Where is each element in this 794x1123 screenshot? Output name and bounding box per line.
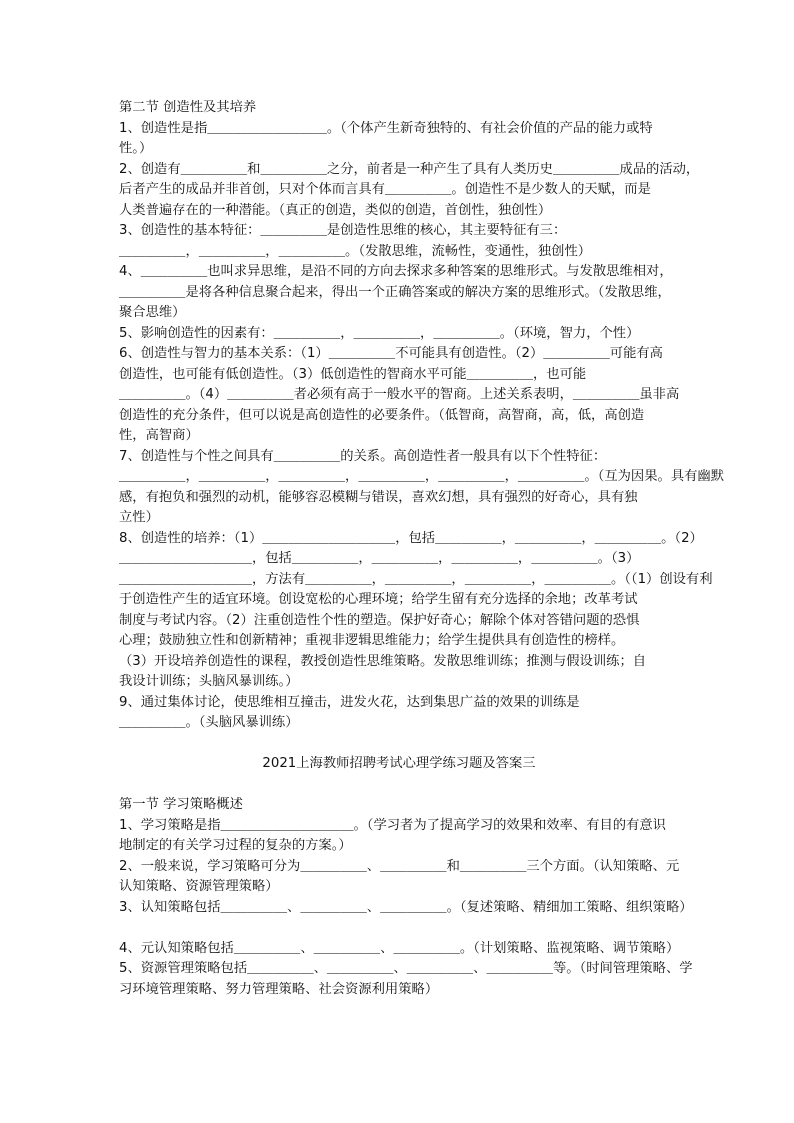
section-learning-strategy: [119, 795, 693, 1000]
question-line: 习环境管理策略、努力管理策略、社会资源利用策略）: [119, 981, 439, 997]
section-creativity: [119, 98, 725, 734]
question-line: ＿＿＿＿＿＿＿＿＿＿，方法有＿＿＿＿＿，＿＿＿＿＿，＿＿＿＿＿，＿＿＿＿＿。（（1）创设有利: [119, 571, 713, 587]
question-line: 3、创造性的基本特征：＿＿＿＿＿是创造性思维的核心，其主要特征有三：: [119, 223, 567, 238]
question-line: 人类普遍存在的一种潜能。（真正的创造，类似的创造，首创性，独创性）: [119, 202, 552, 218]
question-line: 于创造性产生的适宜环境。创设宽松的心理环境；给学生留有充分选择的余地；改革考试: [119, 592, 638, 607]
question-line: 性，高智商）: [119, 428, 199, 443]
question-line: （3）开设培养创造性的课程，教授创造性思维策略。发散思维训练；推测与假设训练；自: [119, 653, 647, 669]
question-line: 我设计训练；头脑风暴训练。）: [119, 674, 299, 689]
question-line: 创造性的充分条件，但可以说是高创造性的必要条件。（低智商，高智商，高，低，高创造: [119, 407, 645, 423]
question-line: ＿＿＿＿＿，＿＿＿＿＿，＿＿＿＿＿。（发散思维，流畅性，变通性，独创性）: [119, 243, 592, 259]
question-line: 2、一般来说，学习策略可分为＿＿＿＿＿、＿＿＿＿＿和＿＿＿＿＿三个方面。（认知策略、元: [119, 858, 680, 874]
document-heading: 2021上海教师招聘考试心理学练习题及答案三: [262, 756, 536, 771]
question-line: 立性）: [119, 510, 159, 525]
question-line: 5、资源管理策略包括＿＿＿＿＿、＿＿＿＿＿、＿＿＿＿＿、＿＿＿＿＿等。（时间管理策略、学: [119, 961, 693, 976]
question-line: 认知策略、资源管理策略）: [119, 879, 279, 894]
question-line: 心理；鼓励独立性和创新精神；重视非逻辑思维能力；给学生提供具有创造性的榜样。: [119, 633, 625, 648]
question-line: 5、影响创造性的因素有：＿＿＿＿＿，＿＿＿＿＿，＿＿＿＿＿。（环境，智力，个性）: [119, 325, 640, 341]
question-line: ＿＿＿＿＿。（头脑风暴训练）: [119, 715, 299, 730]
question-line: 聚合思维）: [119, 305, 186, 320]
question-line: 2、创造有＿＿＿＿＿和＿＿＿＿＿之分，前者是一种产生了具有人类历史＿＿＿＿＿成品的活动，: [119, 161, 700, 177]
question-line: 4、＿＿＿＿＿也叫求异思维，是沿不同的方向去探求多种答案的思维形式。与发散思维相对，: [119, 264, 673, 279]
question-line: 感，有抱负和强烈的动机，能够容忍模糊与错误，喜欢幻想，具有强烈的好奇心，具有独: [119, 489, 638, 505]
section-title: 第一节 学习策略概述: [119, 797, 243, 812]
question-line: 性。）: [119, 141, 153, 156]
question-line: 9、通过集体讨论，使思维相互撞击，进发火花，达到集思广益的效果的训练是: [119, 694, 580, 710]
question-line: 地制定的有关学习过程的复杂的方案。）: [119, 838, 352, 853]
question-line: 创造性，也可能有低创造性。（3）低创造性的智商水平可能＿＿＿＿＿，也可能: [119, 366, 587, 382]
spacer: [119, 734, 679, 755]
question-line: ＿＿＿＿＿＿＿＿＿＿，包括＿＿＿＿＿，＿＿＿＿＿，＿＿＿＿＿，＿＿＿＿＿。（3）: [119, 551, 640, 566]
question-line: 3、认知策略包括＿＿＿＿＿、＿＿＿＿＿、＿＿＿＿＿。（复述策略、精细加工策略、组织策略）: [119, 899, 693, 915]
question-line: 制度与考试内容。（2）注重创造性个性的塑造。保护好奇心；解除个体对答错问题的恐惧: [119, 612, 640, 628]
question-line: 6、创造性与智力的基本关系：（1）＿＿＿＿＿不可能具有创造性。（2）＿＿＿＿＿可能有高: [119, 346, 663, 361]
question-line: 1、学习策略是指＿＿＿＿＿＿＿＿＿＿。（学习者为了提高学习的效果和效率、有目的有意识: [119, 817, 666, 833]
question-line: 1、创造性是指＿＿＿＿＿＿＿＿＿。（个体产生新奇独特的、有社会价值的产品的能力或特: [119, 120, 653, 136]
question-line: ＿＿＿＿＿。（4）＿＿＿＿＿者必须有高于一般水平的智商。上述关系表明，＿＿＿＿＿虽非高: [119, 387, 680, 402]
question-line: ＿＿＿＿＿，＿＿＿＿＿，＿＿＿＿＿，＿＿＿＿＿，＿＿＿＿＿，＿＿＿＿＿。（互为因果。具有幽默: [119, 469, 725, 484]
spacer: [119, 918, 679, 939]
document-content: [119, 98, 725, 1000]
question-line: 后者产生的成品并非首创，只对个体而言具有＿＿＿＿＿。创造性不是少数人的天赋，而是: [119, 182, 651, 197]
question-line: ＿＿＿＿＿是将各种信息聚合起来，得出一个正确答案或的解决方案的思维形式。（发散思维，: [119, 284, 671, 300]
section-title: 第二节 创造性及其培养: [119, 100, 257, 115]
question-line: 7、创造性与个性之间具有＿＿＿＿＿的关系。高创造性者一般具有以下个性特征：: [119, 448, 607, 464]
question-line: 8、创造性的培养：（1）＿＿＿＿＿＿＿＿＿＿，包括＿＿＿＿＿，＿＿＿＿＿，＿＿＿＿＿。（2）: [119, 530, 703, 546]
spacer: [119, 775, 679, 796]
question-line: 4、元认知策略包括＿＿＿＿＿、＿＿＿＿＿、＿＿＿＿＿。（计划策略、监视策略、调节策略）: [119, 940, 680, 956]
